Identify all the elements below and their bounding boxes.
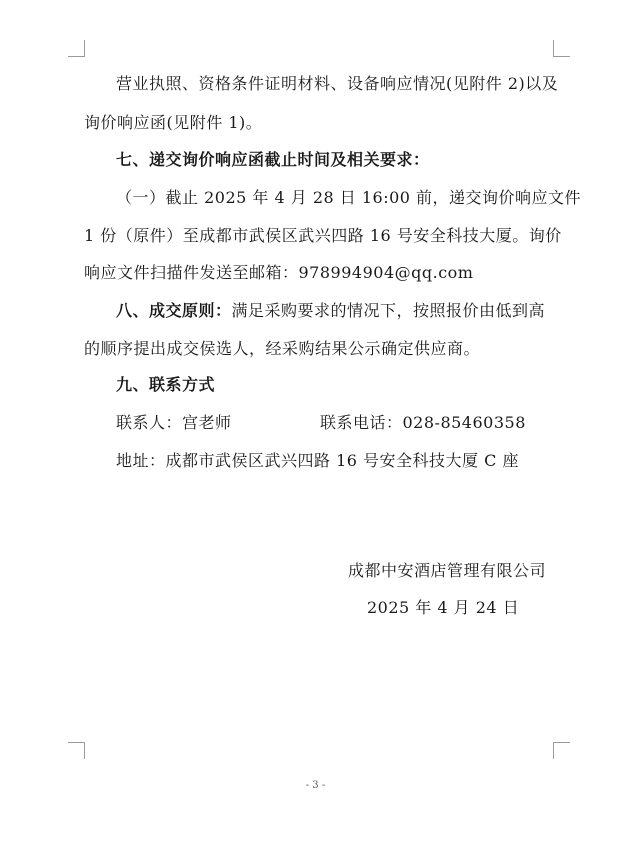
section-7-heading: 七、递交询价响应函截止时间及相关要求： — [116, 150, 430, 169]
crop-mark-top-right — [553, 40, 570, 57]
section-7-paragraph-line-1: （一）截止 2025 年 4 月 28 日 16:00 前，递交询价响应文件 — [116, 188, 582, 207]
signature-company: 成都中安酒店管理有限公司 — [348, 561, 547, 580]
contact-address: 地址：成都市武侯区武兴四路 16 号安全科技大厦 C 座 — [116, 451, 519, 470]
body-line-2: 询价响应函(见附件 1)。 — [84, 113, 263, 132]
section-7-paragraph-line-3: 响应文件扫描件发送至邮箱：978994904@qq.com — [84, 263, 474, 282]
page-number: - 3 - — [305, 780, 326, 791]
section-8-line-2: 的顺序提出成交侯选人，经采购结果公示确定供应商。 — [84, 339, 481, 358]
section-9-heading: 九、联系方式 — [116, 375, 216, 394]
contact-person: 联系人：宫老师 — [116, 413, 232, 432]
body-line-1: 营业执照、资格条件证明材料、设备响应情况(见附件 2)以及 — [116, 74, 559, 93]
crop-mark-top-left — [68, 40, 85, 57]
crop-mark-bottom-left — [68, 742, 85, 759]
signature-date: 2025 年 4 月 24 日 — [367, 598, 520, 617]
section-8-line-1 — [116, 301, 545, 321]
contact-phone: 联系电话：028-85460358 — [320, 413, 526, 432]
crop-mark-bottom-right — [553, 742, 570, 759]
section-8-heading: 八、成交原则： — [116, 301, 232, 320]
section-8-text: 满足采购要求的情况下，按照报价由低到高 — [231, 301, 546, 320]
section-7-paragraph-line-2: 1 份（原件）至成都市武侯区武兴四路 16 号安全科技大厦。询价 — [84, 226, 562, 245]
